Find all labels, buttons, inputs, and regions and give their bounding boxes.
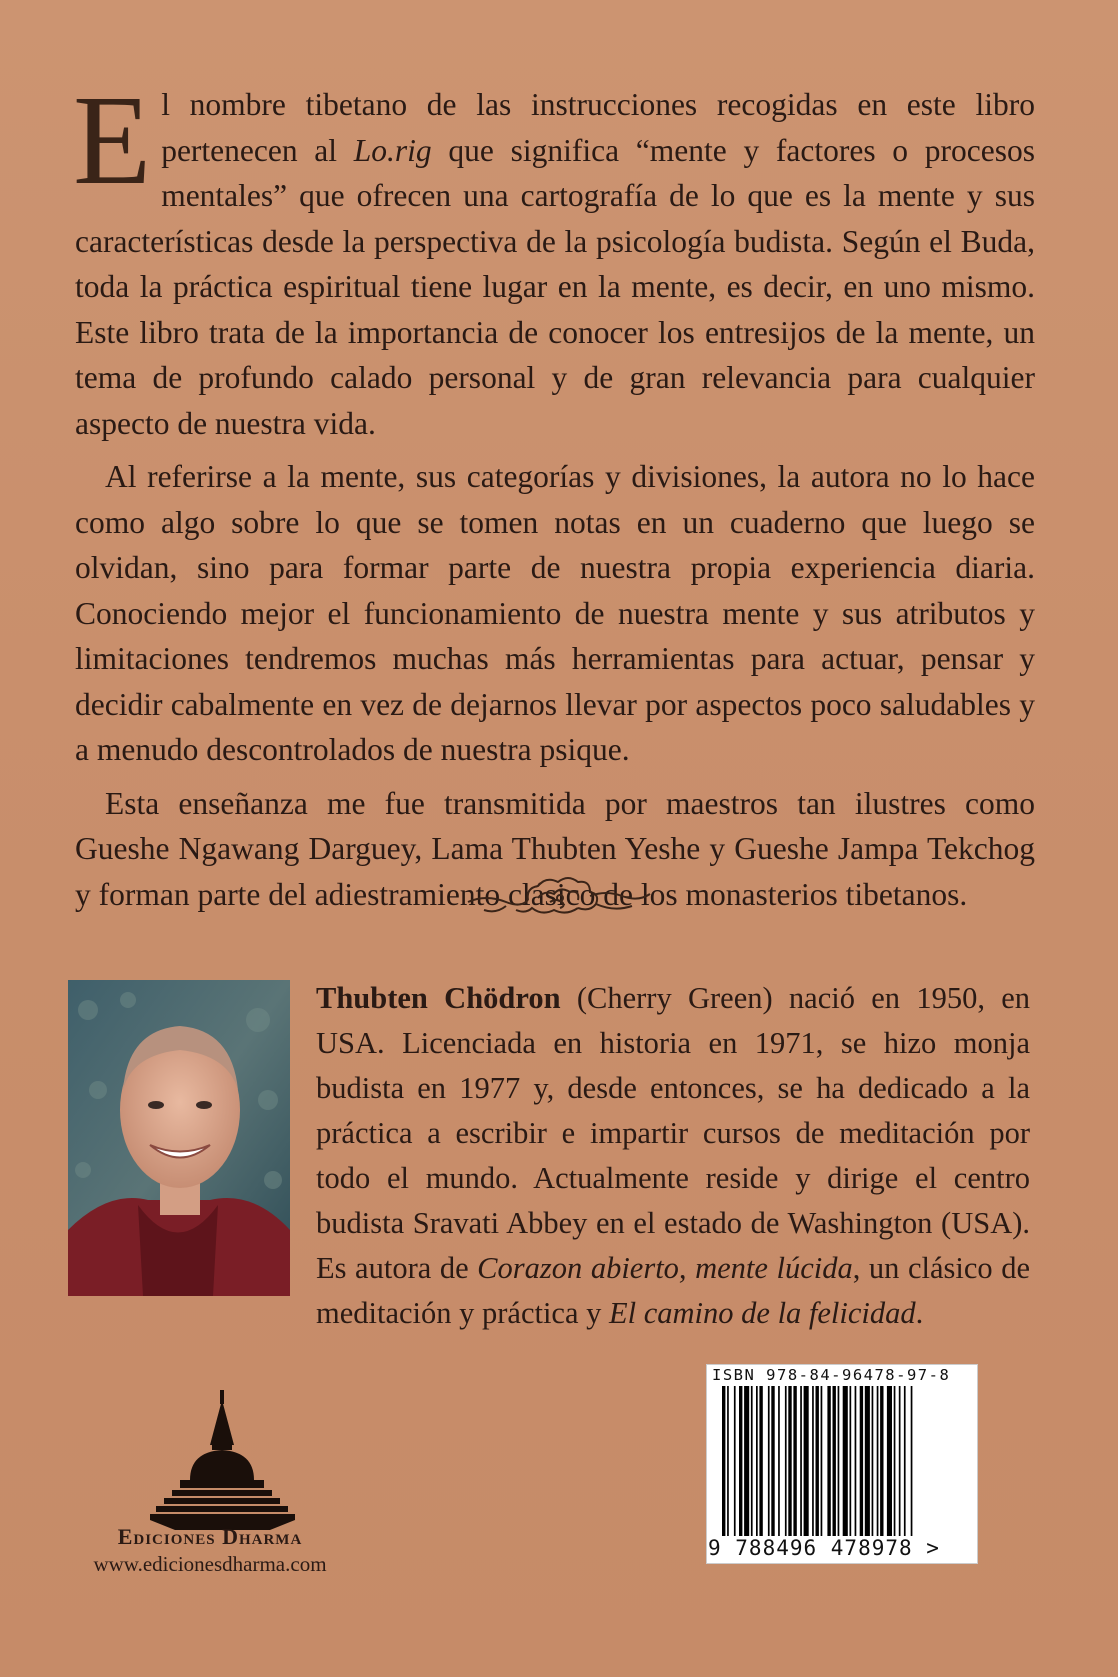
author-name: Thubten Chödron bbox=[316, 981, 561, 1015]
barcode-icon bbox=[722, 1386, 966, 1536]
paragraph-1-text-b: que significa “mente y factores o procesos mentales” que ofrecen una cartografía de lo que es la mente y sus características desde la perspectiva de la psicología budista. Según el Buda, toda la práctica espiritual tiene lugar en la mente, es decir, en uno mismo. Este libro trata de la importancia de conocer los entresijos de la mente, un tema de profundo calado personal y de gran relevancia para cualquier aspecto de nuestra vida. bbox=[75, 132, 1035, 441]
description-text bbox=[73, 69, 1035, 917]
bio-text-a: (Cherry Green) nació en 1950, en USA. Licenciada en historia en 1971, se hizo monja budista en 1977 y, desde entonces, se ha dedicado a la práctica a escribir e impartir cursos de meditación por todo el mundo. Actualmente reside y dirige el centro budista Sravati Abbey en el estado de Washington (USA). Es autora de bbox=[316, 981, 1031, 1285]
paragraph-1 bbox=[73, 69, 1035, 446]
stupa-icon bbox=[150, 1390, 295, 1530]
isbn-label: ISBN 978-84-96478-97-8 bbox=[712, 1366, 951, 1384]
cloud-ornament-icon bbox=[466, 872, 652, 922]
drop-cap: E bbox=[73, 69, 152, 211]
author-bio bbox=[316, 976, 1030, 1336]
book-title-1: Corazon abierto, mente lúcida bbox=[477, 1251, 853, 1285]
book-title-2: El camino de la felicidad bbox=[609, 1296, 916, 1330]
lorig-term: Lo.rig bbox=[353, 132, 432, 168]
bio-text-b: , un clásico de meditación y práctica y bbox=[316, 1251, 1031, 1330]
author-photo bbox=[68, 980, 290, 1296]
paragraph-1-text-a: l nombre tibetano de las instrucciones recogidas en este libro pertenecen al bbox=[161, 87, 1035, 168]
bio-text-c: . bbox=[915, 1296, 924, 1330]
paragraph-3: Esta enseñanza me fue transmitida por maestros tan ilustres como Gueshe Ngawang Darguey, Lama Thubten Yeshe y Gueshe Jampa Tekchog y forman parte del adiestramiento clásico de los monasterios tibetanos. bbox=[75, 785, 1035, 912]
barcode-digits: 9 788496 478978 > bbox=[708, 1536, 940, 1560]
publisher-name: Ediciones Dharma bbox=[117, 1524, 303, 1549]
publisher-url: www.edicionesdharma.com bbox=[93, 1552, 327, 1576]
paragraph-2: Al referirse a la mente, sus categorías y divisiones, la autora no lo hace como algo sobre lo que se tomen notas en un cuaderno que luego se olvidan, sino para formar parte de nuestra propia experiencia diaria. Conociendo mejor el funcionamiento de nuestra mente y sus atributos y limitaciones tendremos muchas más herramientas para actuar, pensar y decidir cabalmente en vez de dejarnos llevar por aspectos poco saludables y a menudo descontrolados de nuestra psique. bbox=[75, 459, 1035, 767]
